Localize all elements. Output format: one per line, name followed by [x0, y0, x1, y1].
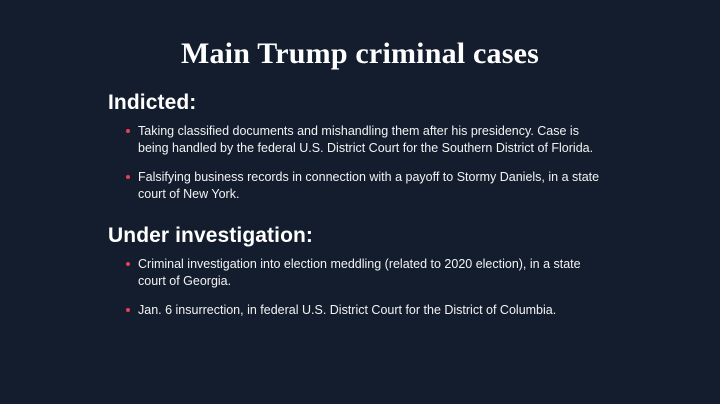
bullet-list-under-investigation: [108, 256, 680, 319]
bullet-dot-icon: [126, 129, 130, 133]
list-item-text: Criminal investigation into election meddling (related to 2020 election), in a state court of Georgia.: [138, 257, 581, 288]
section-heading-under-investigation: Under investigation:: [108, 224, 314, 247]
list-item: [126, 169, 608, 202]
list-item: [126, 256, 608, 289]
slide-content: [0, 91, 720, 319]
list-item-text: Taking classified documents and mishandling them after his presidency. Case is being handled by the federal U.S. District Court for the Southern District of Florida.: [138, 124, 594, 155]
page-title: Main Trump criminal cases: [180, 37, 540, 70]
list-item: [126, 123, 608, 156]
section-heading-indicted: Indicted:: [108, 91, 197, 114]
list-item: [126, 302, 608, 319]
bullet-list-indicted: [108, 123, 680, 202]
list-item-text: Jan. 6 insurrection, in federal U.S. District Court for the District of Columbia.: [138, 303, 557, 317]
section-indicted: [108, 91, 680, 202]
section-under-investigation: [108, 224, 680, 319]
bullet-dot-icon: [126, 308, 130, 312]
bullet-dot-icon: [126, 175, 130, 179]
bullet-dot-icon: [126, 262, 130, 266]
list-item-text: Falsifying business records in connection with a payoff to Stormy Daniels, in a state court of New York.: [138, 170, 600, 201]
